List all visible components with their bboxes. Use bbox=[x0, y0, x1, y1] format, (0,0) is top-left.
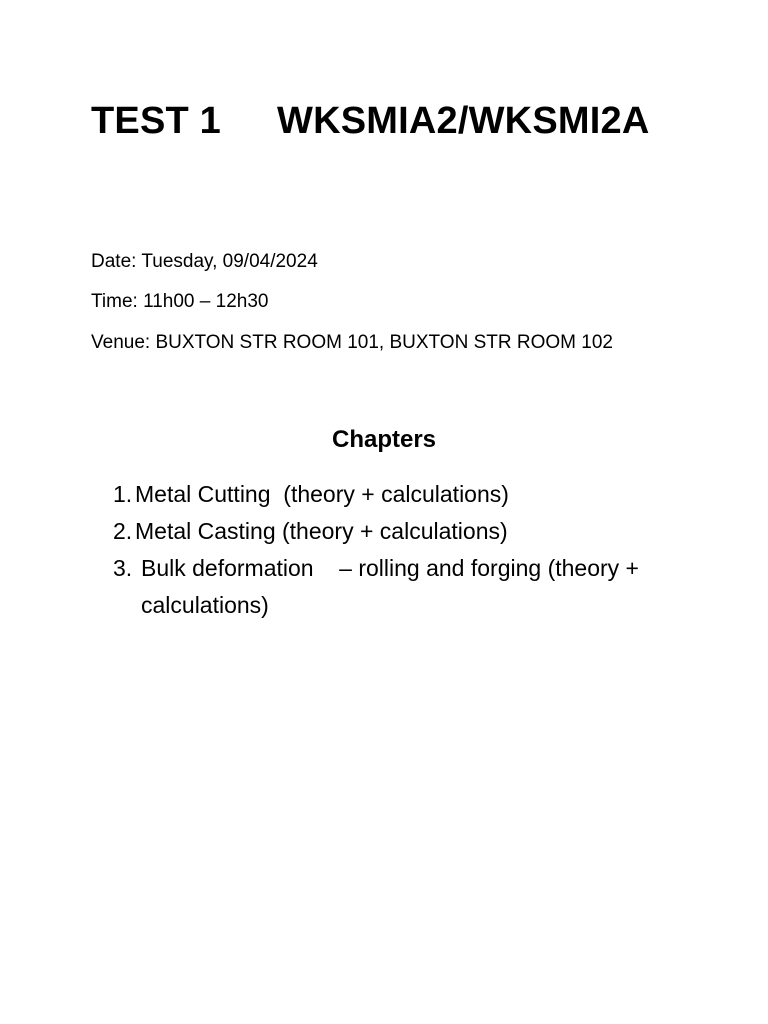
chapter-number: 1. bbox=[113, 481, 133, 507]
chapter-list bbox=[113, 476, 713, 624]
chapters-heading: Chapters bbox=[331, 426, 437, 453]
chapter-text: Metal Casting (theory + calculations) bbox=[135, 518, 508, 544]
chapter-number: 2. bbox=[113, 518, 133, 544]
test-date: Date: Tuesday, 09/04/2024 bbox=[91, 251, 318, 272]
chapter-item bbox=[113, 476, 713, 513]
chapter-number: 3. bbox=[113, 555, 133, 581]
chapter-text: Metal Cutting (theory + calculations) bbox=[135, 481, 509, 507]
document-title bbox=[91, 100, 649, 143]
test-time: Time: 11h00 – 12h30 bbox=[91, 291, 269, 312]
chapter-item bbox=[113, 513, 713, 550]
chapter-item bbox=[113, 550, 713, 624]
course-code: WKSMIA2/WKSMI2A bbox=[277, 100, 650, 142]
test-label: TEST 1 bbox=[91, 100, 222, 142]
chapter-text: Bulk deformation – rolling and forging (theory + calculations) bbox=[141, 555, 646, 618]
test-venue: Venue: BUXTON STR ROOM 101, BUXTON STR ROOM 102 bbox=[91, 332, 613, 353]
